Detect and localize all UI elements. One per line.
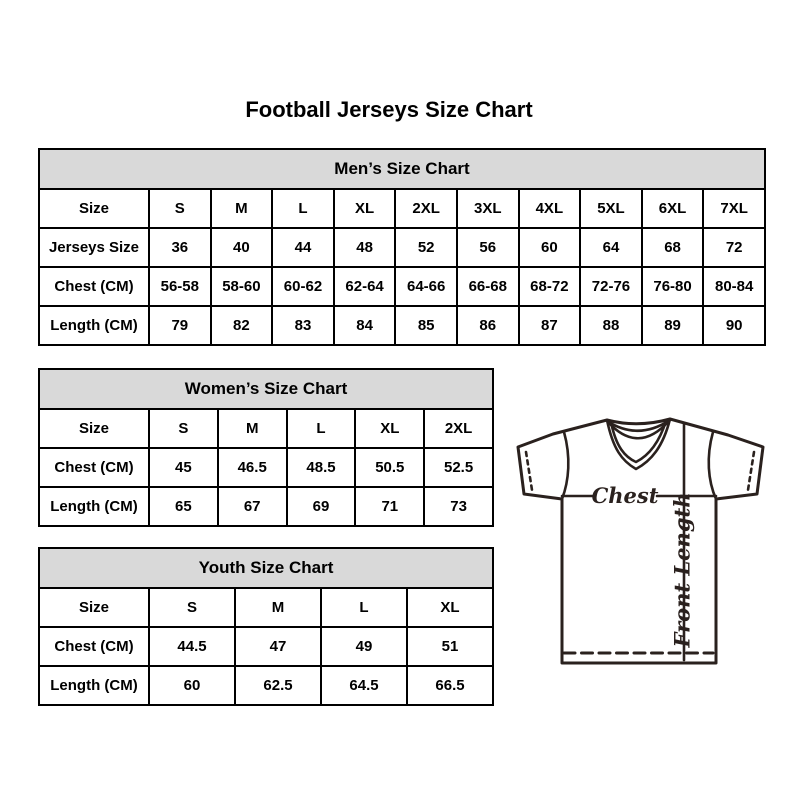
row-label: Length (CM): [39, 306, 149, 345]
value-cell: 52.5: [424, 448, 493, 487]
jersey-measurement-diagram: [505, 405, 795, 695]
value-cell: 82: [211, 306, 273, 345]
value-cell: 72-76: [580, 267, 642, 306]
value-cell: 87: [519, 306, 581, 345]
value-cell: 56: [457, 228, 519, 267]
value-cell: 67: [218, 487, 287, 526]
value-cell: 58-60: [211, 267, 273, 306]
value-cell: M: [211, 189, 273, 228]
womens-size-table: [38, 368, 494, 527]
value-cell: 45: [149, 448, 218, 487]
value-cell: 48.5: [287, 448, 356, 487]
value-cell: 56-58: [149, 267, 211, 306]
value-cell: 69: [287, 487, 356, 526]
row-label: Length (CM): [39, 487, 149, 526]
value-cell: 65: [149, 487, 218, 526]
chest-label: Chest: [591, 483, 659, 508]
value-cell: 2XL: [424, 409, 493, 448]
value-cell: L: [287, 409, 356, 448]
value-cell: 36: [149, 228, 211, 267]
table-row: [39, 409, 493, 448]
value-cell: XL: [334, 189, 396, 228]
mens-size-table: [38, 148, 766, 346]
value-cell: 51: [407, 627, 493, 666]
row-label: Chest (CM): [39, 448, 149, 487]
value-cell: 2XL: [395, 189, 457, 228]
value-cell: L: [272, 189, 334, 228]
value-cell: XL: [407, 588, 493, 627]
value-cell: 6XL: [642, 189, 704, 228]
value-cell: 62.5: [235, 666, 321, 705]
row-label: Jerseys Size: [39, 228, 149, 267]
value-cell: 60: [519, 228, 581, 267]
value-cell: 79: [149, 306, 211, 345]
table-row: [39, 588, 493, 627]
value-cell: 4XL: [519, 189, 581, 228]
value-cell: 73: [424, 487, 493, 526]
page-title: Football Jerseys Size Chart: [245, 97, 533, 122]
value-cell: 44: [272, 228, 334, 267]
value-cell: XL: [355, 409, 424, 448]
value-cell: 66-68: [457, 267, 519, 306]
value-cell: 46.5: [218, 448, 287, 487]
youth-size-table: [38, 547, 494, 706]
value-cell: 48: [334, 228, 396, 267]
value-cell: 44.5: [149, 627, 235, 666]
value-cell: 49: [321, 627, 407, 666]
table-row: [39, 448, 493, 487]
value-cell: 86: [457, 306, 519, 345]
value-cell: 88: [580, 306, 642, 345]
youth-table-header-row: [39, 548, 493, 588]
value-cell: 60-62: [272, 267, 334, 306]
value-cell: S: [149, 588, 235, 627]
table-row: [39, 666, 493, 705]
table-row: [39, 228, 765, 267]
row-label: Size: [39, 189, 149, 228]
row-label: Length (CM): [39, 666, 149, 705]
row-label: Chest (CM): [39, 627, 149, 666]
row-label: Size: [39, 409, 149, 448]
womens-table-header-row: [39, 369, 493, 409]
value-cell: M: [218, 409, 287, 448]
value-cell: 64-66: [395, 267, 457, 306]
youth-table-title: Youth Size Chart: [39, 548, 493, 588]
value-cell: 76-80: [642, 267, 704, 306]
value-cell: 7XL: [703, 189, 765, 228]
mens-table-title: Men’s Size Chart: [39, 149, 765, 189]
front-length-label: Front Length: [669, 492, 695, 648]
value-cell: M: [235, 588, 321, 627]
value-cell: 71: [355, 487, 424, 526]
value-cell: 64: [580, 228, 642, 267]
value-cell: S: [149, 189, 211, 228]
value-cell: 85: [395, 306, 457, 345]
value-cell: 62-64: [334, 267, 396, 306]
value-cell: 47: [235, 627, 321, 666]
value-cell: 64.5: [321, 666, 407, 705]
row-label: Size: [39, 588, 149, 627]
mens-table-header-row: [39, 149, 765, 189]
value-cell: 83: [272, 306, 334, 345]
value-cell: 66.5: [407, 666, 493, 705]
value-cell: 60: [149, 666, 235, 705]
value-cell: 52: [395, 228, 457, 267]
value-cell: 50.5: [355, 448, 424, 487]
value-cell: 89: [642, 306, 704, 345]
value-cell: 84: [334, 306, 396, 345]
value-cell: 72: [703, 228, 765, 267]
row-label: Chest (CM): [39, 267, 149, 306]
table-row: [39, 267, 765, 306]
value-cell: 40: [211, 228, 273, 267]
table-row: [39, 627, 493, 666]
value-cell: 90: [703, 306, 765, 345]
value-cell: 68-72: [519, 267, 581, 306]
table-row: [39, 189, 765, 228]
table-row: [39, 306, 765, 345]
womens-table-title: Women’s Size Chart: [39, 369, 493, 409]
value-cell: 80-84: [703, 267, 765, 306]
jersey-outline: [518, 419, 763, 663]
value-cell: 3XL: [457, 189, 519, 228]
value-cell: 5XL: [580, 189, 642, 228]
table-row: [39, 487, 493, 526]
value-cell: L: [321, 588, 407, 627]
value-cell: 68: [642, 228, 704, 267]
value-cell: S: [149, 409, 218, 448]
